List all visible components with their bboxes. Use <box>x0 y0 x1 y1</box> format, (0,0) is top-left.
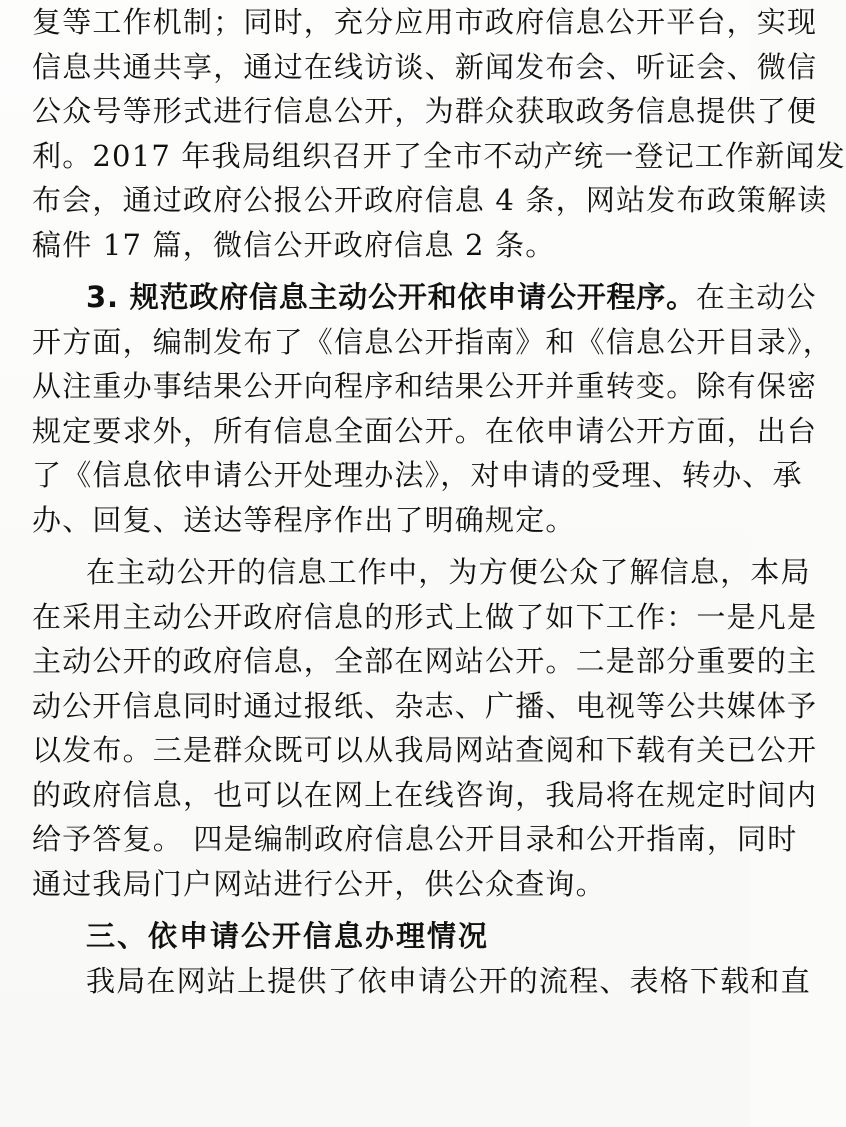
paragraph-3-first-line <box>32 275 817 320</box>
text-line: 主动公开的政府信息，全部在网站公开。二是部分重要的主 <box>32 644 818 678</box>
text-line: 公众号等形式进行信息公开，为群众获取政务信息提供了便 <box>32 94 818 128</box>
text-line: 开方面，编制发布了《信息公开指南》和《信息公开目录》， <box>32 324 833 359</box>
paragraph-4-first-line: 在主动公开的信息工作中，为方便公众了解信息，本局 <box>86 555 811 589</box>
text-line: 信息共通共享，通过在线访谈、新闻发布会、听证会、微信 <box>32 49 818 84</box>
text-line: 稿件 17 篇，微信公开政府信息 2 条。 <box>32 227 556 262</box>
text-line: 给予答复。 四是编制政府信息公开目录和公开指南，同时 <box>32 822 798 856</box>
text-line: 复等工作机制；同时，充分应用市政府信息公开平台，实现 <box>32 5 818 39</box>
section-title: 三、依申请公开信息办理情况 <box>86 919 490 953</box>
text-line: 通过我局门户网站进行公开，供公众查询。 <box>32 866 606 901</box>
text-line: 的政府信息，也可以在网上在线咨询，我局将在规定时间内 <box>32 777 818 812</box>
text-line: 在采用主动公开政府信息的形式上做了如下工作：一是凡是 <box>32 599 818 634</box>
document-body <box>32 0 846 1003</box>
paragraph-3-first-text: 在主动公 <box>695 280 817 314</box>
text-line: 办、回复、送达等程序作出了明确规定。 <box>32 502 576 537</box>
text-line: 规定要求外，所有信息全面公开。在依申请公开方面，出台 <box>32 413 818 448</box>
paragraph-5-first-line: 我局在网站上提供了依申请公开的流程、表格下载和直 <box>86 963 811 998</box>
text-line: 了《信息依申请公开处理办法》，对申请的受理、转办、承 <box>32 458 803 492</box>
text-line: 布会，通过政府公报公开政府信息 4 条，网站发布政策解读 <box>32 183 828 217</box>
paragraph-3-heading: 3. 规范政府信息主动公开和依申请公开程序。 <box>86 280 696 314</box>
text-line: 动公开信息同时通过报纸、杂志、广播、电视等公共媒体予 <box>32 688 818 723</box>
text-line: 从注重办事结果公开向程序和结果公开并重转变。除有保密 <box>32 369 818 403</box>
text-line: 利。2017 年我局组织召开了全市不动产统一登记工作新闻发 <box>32 138 846 173</box>
text-line: 以发布。三是群众既可以从我局网站查阅和下载有关已公开 <box>32 733 818 767</box>
